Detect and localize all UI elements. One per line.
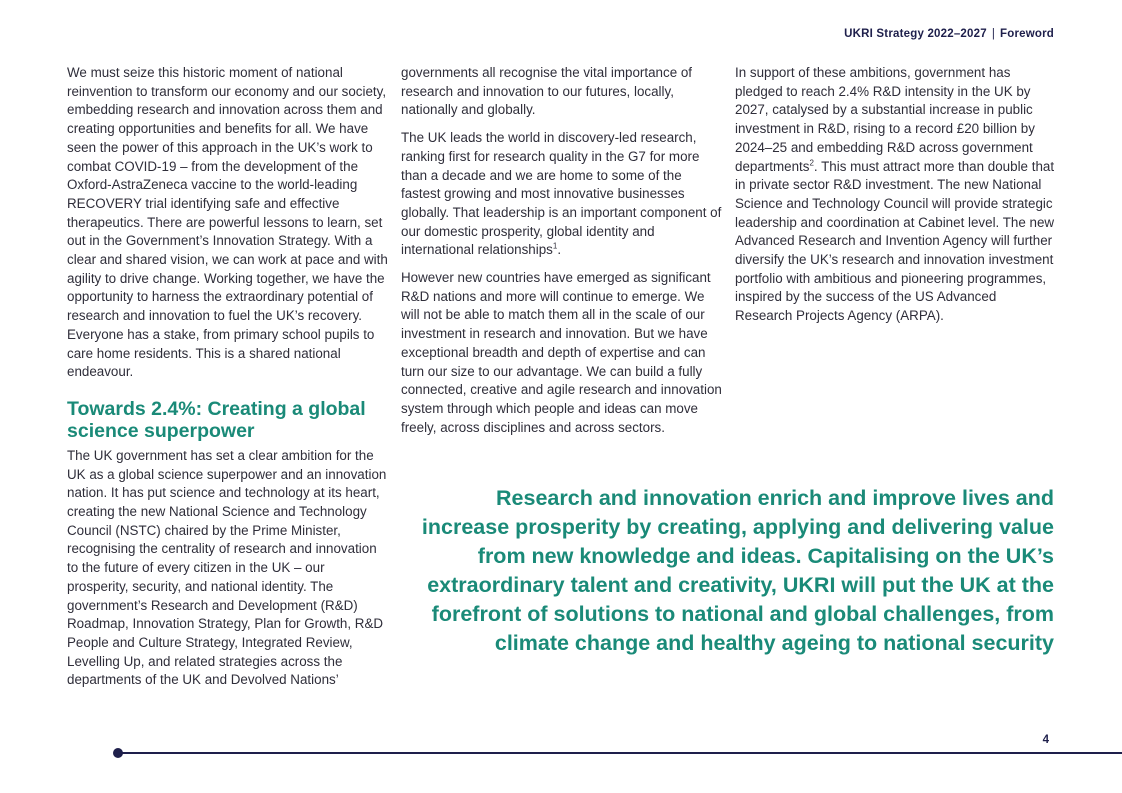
- section-title: Foreword: [1000, 28, 1054, 40]
- col3-paragraph-1: [735, 64, 1057, 326]
- section-heading: Towards 2.4%: Creating a global science superpower: [67, 397, 366, 442]
- footer-rule: [118, 752, 1122, 754]
- page-number: 4: [1042, 734, 1049, 746]
- document-title: UKRI Strategy 2022–2027: [844, 28, 987, 40]
- col2-paragraph-3: However new countries have emerged as significant R&D nations and more will continue to emerge. We will not be able to match them all in the scale of our investment in research and innovation. But we have exceptional breadth and depth of expertise and can turn our size to our advantage. We can build a fully connected, creative and agile research and innovation system through which people and ideas can move freely, across disciplines and across sectors.: [401, 270, 722, 435]
- pull-quote: Research and innovation enrich and improve lives and increase prosperity by creating, applying and delivering value from new knowledge and ideas. Capitalising on the UK’s extraordinary talent and creativity, UKRI will put the UK at the forefront of solutions to national and global challenges, from climate change and healthy ageing to national security: [421, 486, 1054, 655]
- col2-paragraph-2-end: .: [557, 242, 562, 258]
- footnote-ref-1[interactable]: 1: [552, 241, 558, 251]
- col1-paragraph-2: The UK government has set a clear ambition for the UK as a global science superpower and an innovation nation. It has put science and technology at its heart, creating the new National Science and Technology Council (NSTC) chaired by the Prime Minister, recognising the centrality of research and innovation to the future of every citizen in the UK – our prosperity, security, and national identity. The government’s Research and Development (R&D) Roadmap, Innovation Strategy, Plan for Growth, R&D People and Culture Strategy, Integrated Review, Levelling Up, and related strategies across the departments of the UK and Devolved Nations’: [67, 447, 387, 688]
- col3-paragraph-1-text: In support of these ambitions, government has pledged to reach 2.4% R&D intensity in the UK by 2027, catalysed by a substantial increase in public investment in R&D, rising to a record £20 billion by 2024–25 and embedding R&D across government departments: [735, 65, 1035, 174]
- column-2: [401, 64, 723, 437]
- col2-paragraph-2: [401, 129, 723, 260]
- col2-paragraph-2-text: The UK leads the world in discovery-led research, ranking first for research quality in the G7 for more than a decade and we are home to some of the fastest growing and most innovative businesses globally. That leadership is an important component of our domestic prosperity, global identity and international relationships: [401, 130, 722, 258]
- column-3: [735, 64, 1057, 326]
- column-1: [67, 64, 389, 690]
- running-header: [844, 28, 1054, 40]
- header-separator: |: [991, 28, 995, 40]
- col3-paragraph-1-rest: . This must attract more than double that in private sector R&D investment. The new National Science and Technology Council will provide strategic leadership and coordination at Cabinet level. The new Advanced Research and Invention Agency will further diversify the UK’s research and innovation investment portfolio with ambitious and pioneering programmes, inspired by the success of the US Advanced Research Projects Agency (ARPA).: [735, 158, 1055, 324]
- col1-paragraph-1: We must seize this historic moment of national reinvention to transform our economy and our society, embedding research and innovation across them and creating opportunities and benefits for all. We have seen the power of this approach in the UK’s work to combat COVID-19 – from the development of the Oxford-AstraZeneca vaccine to the world-leading RECOVERY trial identifying safe and effective therapeutics. There are powerful lessons to learn, set out in the Government’s Innovation Strategy. With a clear and shared vision, we can work at pace and with agility to drive change. Working together, we have the opportunity to harness the extraordinary potential of research and innovation to fuel the UK’s recovery. Everyone has a stake, from primary school pupils to care home residents. This is a shared national endeavour.: [67, 65, 388, 380]
- footnote-ref-2[interactable]: 2: [809, 158, 814, 168]
- col2-paragraph-1: governments all recognise the vital importance of research and innovation to our futures, locally, nationally and globally.: [401, 65, 693, 118]
